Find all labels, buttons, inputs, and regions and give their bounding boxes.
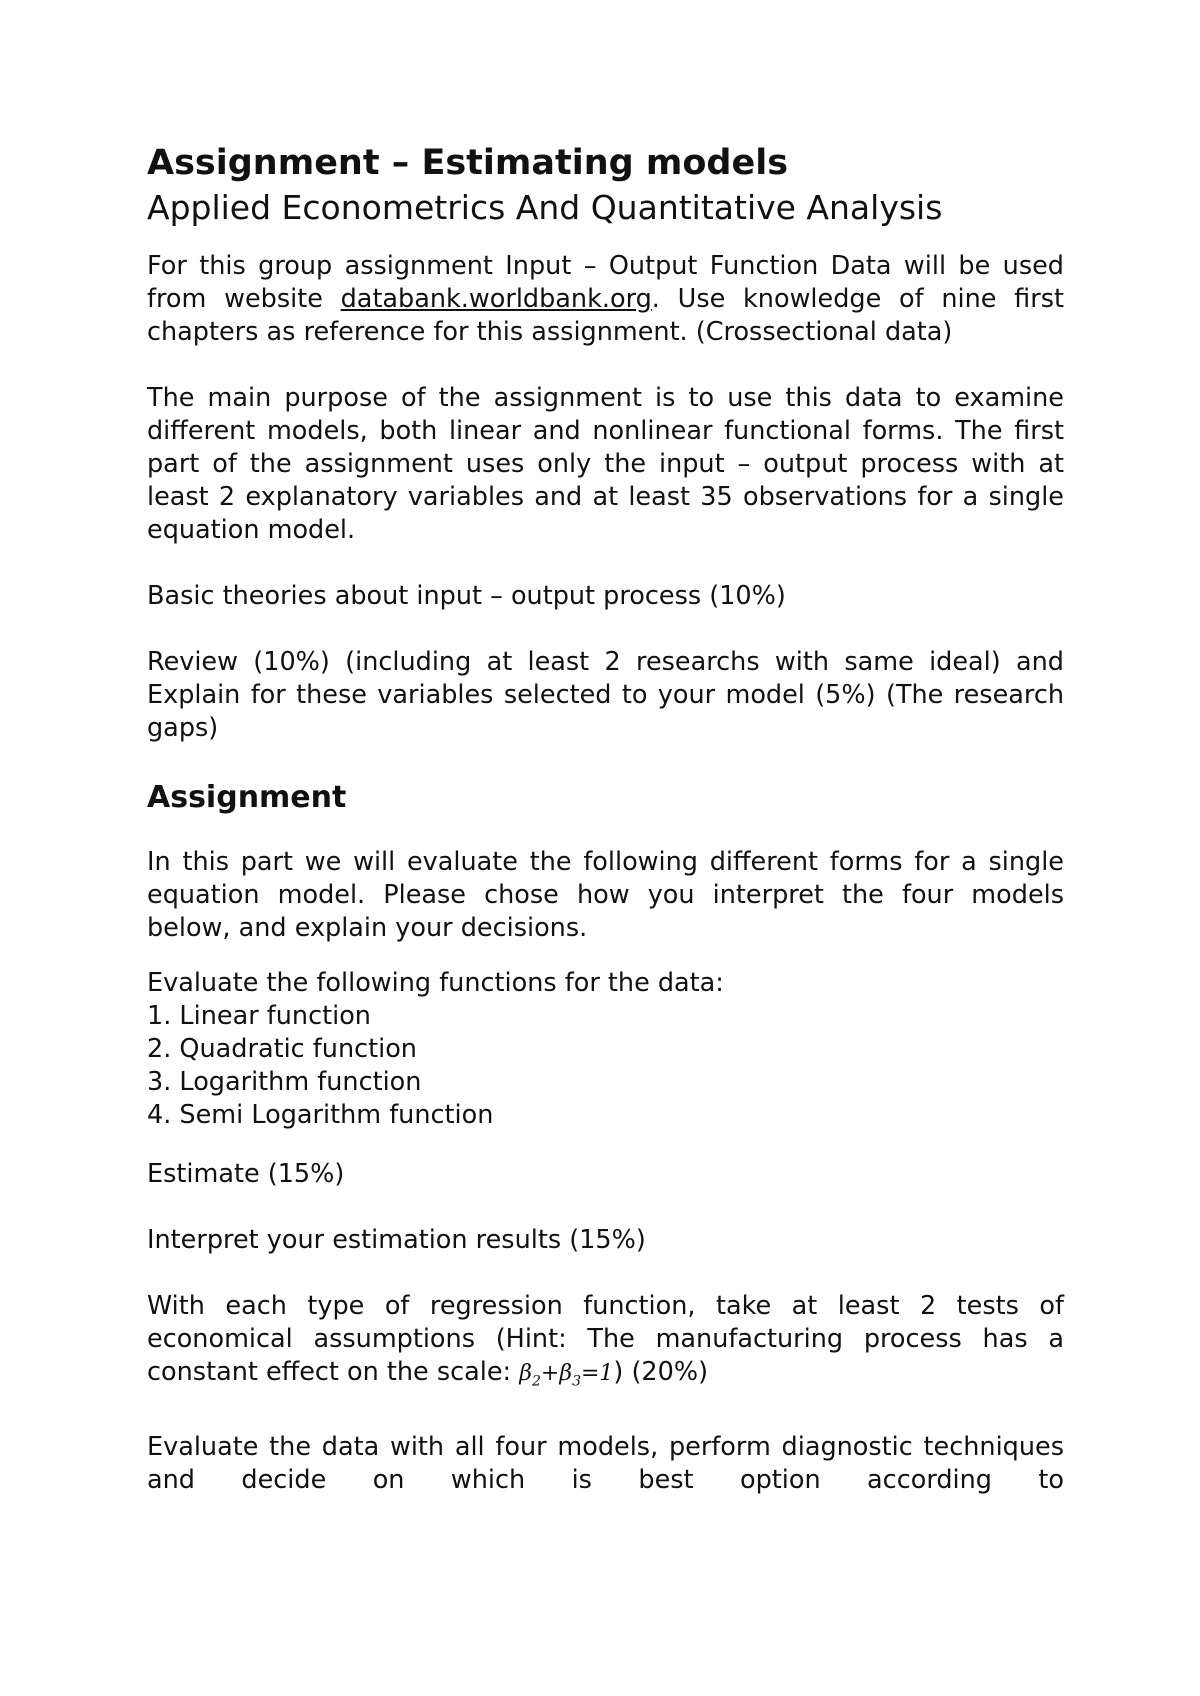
estimate-paragraph: Estimate (15%) <box>147 1159 345 1189</box>
review-paragraph: Review (10%) (including at least 2 researchs with same ideal) and Explain for these variables selected to your model (5%) (The research gaps) <box>147 647 1064 743</box>
assignment-heading: Assignment <box>147 780 347 815</box>
tests-paragraph <box>147 1290 1064 1398</box>
databank-link[interactable]: databank.worldbank.org <box>340 284 652 314</box>
intro-paragraph <box>147 250 1064 349</box>
functions-list <box>147 1000 1064 1132</box>
beta-subscript-2: 2 <box>531 1373 541 1390</box>
document-title: Assignment – Estimating models <box>147 143 789 183</box>
interpret-paragraph: Interpret your estimation results (15%) <box>147 1225 646 1255</box>
plus-symbol: + <box>540 1361 560 1386</box>
purpose-paragraph: The main purpose of the assignment is to use this data to examine different models, both linear and nonlinear functional forms. The first part of the assignment uses only the input – output process with at least 2 explanatory variables and at least 35 observations for a single equation model. <box>147 383 1064 545</box>
intro-text-start: For this group assignment Input – Output Function Data will be used from website <box>147 251 1064 314</box>
beta-subscript-3: 3 <box>572 1373 581 1390</box>
tests-text-start: With each type of regression function, take at least 2 tests of economical assumptions (Hint: The manufacturing process has a constant effect on the scale: <box>147 1291 1064 1387</box>
beta-symbol: β <box>559 1361 573 1386</box>
tests-text-end: ) (20%) <box>613 1357 709 1387</box>
list-item: 1. Linear function <box>147 1001 371 1031</box>
document-subtitle: Applied Econometrics And Quantitative Analysis <box>147 188 943 227</box>
list-item: 3. Logarithm function <box>147 1067 422 1097</box>
basic-theories-paragraph: Basic theories about input – output process (10%) <box>147 581 786 611</box>
assignment-intro-paragraph: In this part we will evaluate the following different forms for a single equation model. Please chose how you interpret the four models below, and explain your decisions. <box>147 847 1064 943</box>
beta-symbol: β <box>519 1361 532 1386</box>
list-item: 4. Semi Logarithm function <box>147 1100 494 1130</box>
evaluate-paragraph: Evaluate the data with all four models, perform diagnostic techniques and decide on which is best option according to <box>147 1432 1064 1496</box>
intro-text-end: . Use knowledge of nine first chapters as reference for this assignment. (Crossectional data) <box>147 284 1064 347</box>
list-item: 2. Quadratic function <box>147 1034 417 1064</box>
functions-list-lead: Evaluate the following functions for the data: <box>147 968 724 998</box>
document-page <box>147 140 1064 1530</box>
equals-one: =1 <box>580 1361 614 1386</box>
scale-formula <box>519 1361 614 1390</box>
